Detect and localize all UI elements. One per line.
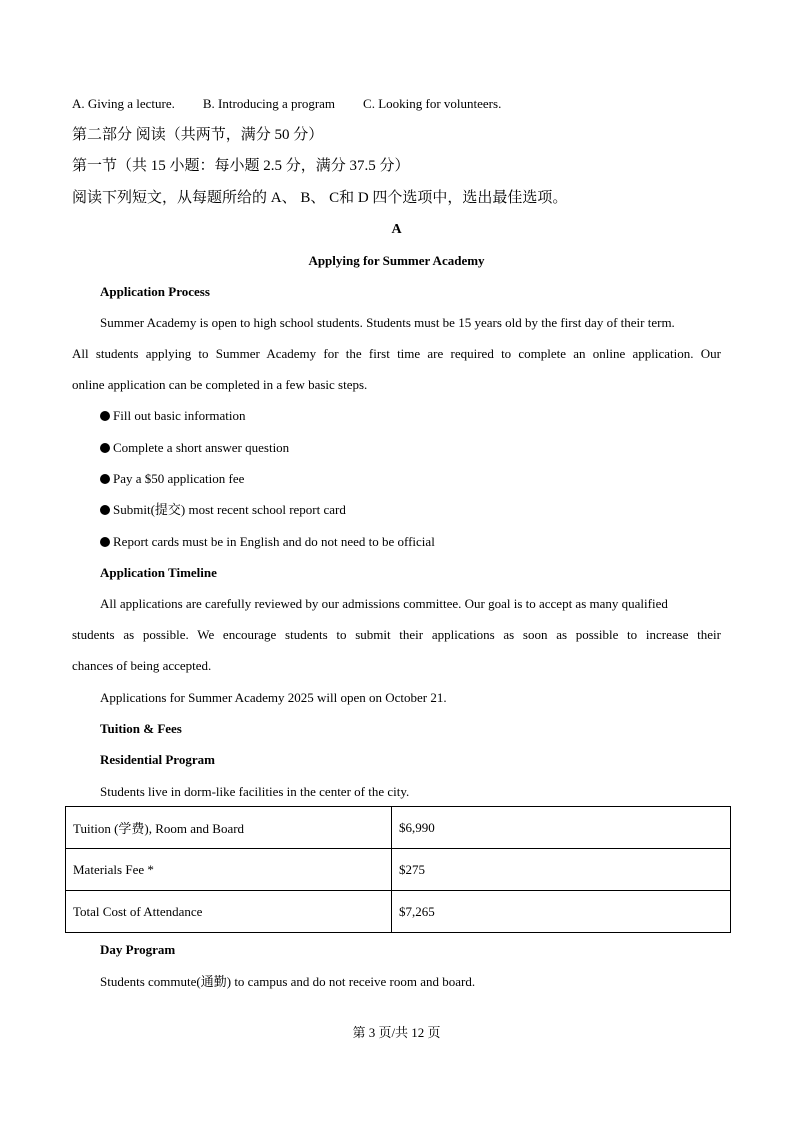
timeline-paragraph-line-1: All applications are carefully reviewed by our admissions committee. Our goal is to accept as many qualified (100, 596, 668, 611)
process-paragraph-line-1: Summer Academy is open to high school students. Students must be 15 years old by the first day of their term. (100, 315, 675, 330)
part-title: 第二部分 阅读（共两节，满分 50 分） (72, 127, 324, 143)
option-a: A. Giving a lecture. (72, 96, 175, 111)
table-row (66, 891, 731, 933)
bullet-item (100, 408, 246, 424)
timeline-paragraph-line-3: chances of being accepted. (72, 658, 212, 673)
bullet-text: Report cards must be in English and do not need to be official (113, 534, 435, 549)
timeline-paragraph-line-2: students as possible. We encourage students to submit their applications as soon as possible to increase their (72, 627, 721, 642)
section-subtitle: 第一节（共 15 小题：每小题 2.5 分，满分 37.5 分） (72, 158, 410, 174)
answer-options-line (72, 96, 501, 112)
process-paragraph-line-2: All students applying to Summer Academy for the first time are required to complete an online application. Our (72, 346, 721, 361)
table-row (66, 807, 731, 849)
bullet-dot-icon (100, 411, 110, 421)
residential-description: Students live in dorm-like facilities in the center of the city. (100, 784, 410, 799)
bullet-text: Fill out basic information (113, 408, 246, 423)
reading-instruction: 阅读下列短文，从每题所给的 A、 B、 C和 D 四个选项中，选出最佳选项。 (72, 190, 568, 206)
page-number-footer: 第 3 页/共 12 页 (352, 1025, 441, 1040)
process-paragraph-line-3: online application can be completed in a few basic steps. (72, 377, 368, 392)
residential-heading: Residential Program (100, 752, 215, 767)
option-b: B. Introducing a program (202, 96, 336, 111)
timeline-heading: Application Timeline (100, 565, 217, 580)
day-program-heading: Day Program (100, 942, 176, 957)
bullet-item (100, 440, 289, 456)
fee-item-cell: Tuition (学费), Room and Board (66, 807, 392, 849)
option-c: C. Looking for volunteers. (363, 96, 502, 111)
fees-table (65, 806, 731, 933)
passage-letter: A (391, 222, 402, 237)
tuition-heading: Tuition & Fees (100, 721, 182, 736)
fee-item-cell: Total Cost of Attendance (66, 891, 392, 933)
process-heading: Application Process (100, 284, 210, 299)
bullet-dot-icon (100, 505, 110, 515)
bullet-text: Complete a short answer question (113, 440, 290, 455)
bullet-item (100, 502, 346, 518)
bullet-dot-icon (100, 443, 110, 453)
bullet-text: Pay a $50 application fee (113, 471, 245, 486)
bullet-item (100, 534, 435, 550)
table-row (66, 849, 731, 891)
bullet-dot-icon (100, 537, 110, 547)
day-program-description: Students commute(通勤) to campus and do not receive room and board. (100, 974, 476, 989)
passage-title: Applying for Summer Academy (308, 253, 485, 268)
open-date-text: Applications for Summer Academy 2025 will open on October 21. (100, 690, 447, 705)
bullet-text: Submit(提交) most recent school report card (113, 502, 346, 517)
fee-cost-cell: $7,265 (392, 891, 731, 933)
fee-cost-cell: $275 (392, 849, 731, 891)
bullet-item (100, 471, 244, 487)
fee-cost-cell: $6,990 (392, 807, 731, 849)
bullet-dot-icon (100, 474, 110, 484)
fee-item-cell: Materials Fee * (66, 849, 392, 891)
